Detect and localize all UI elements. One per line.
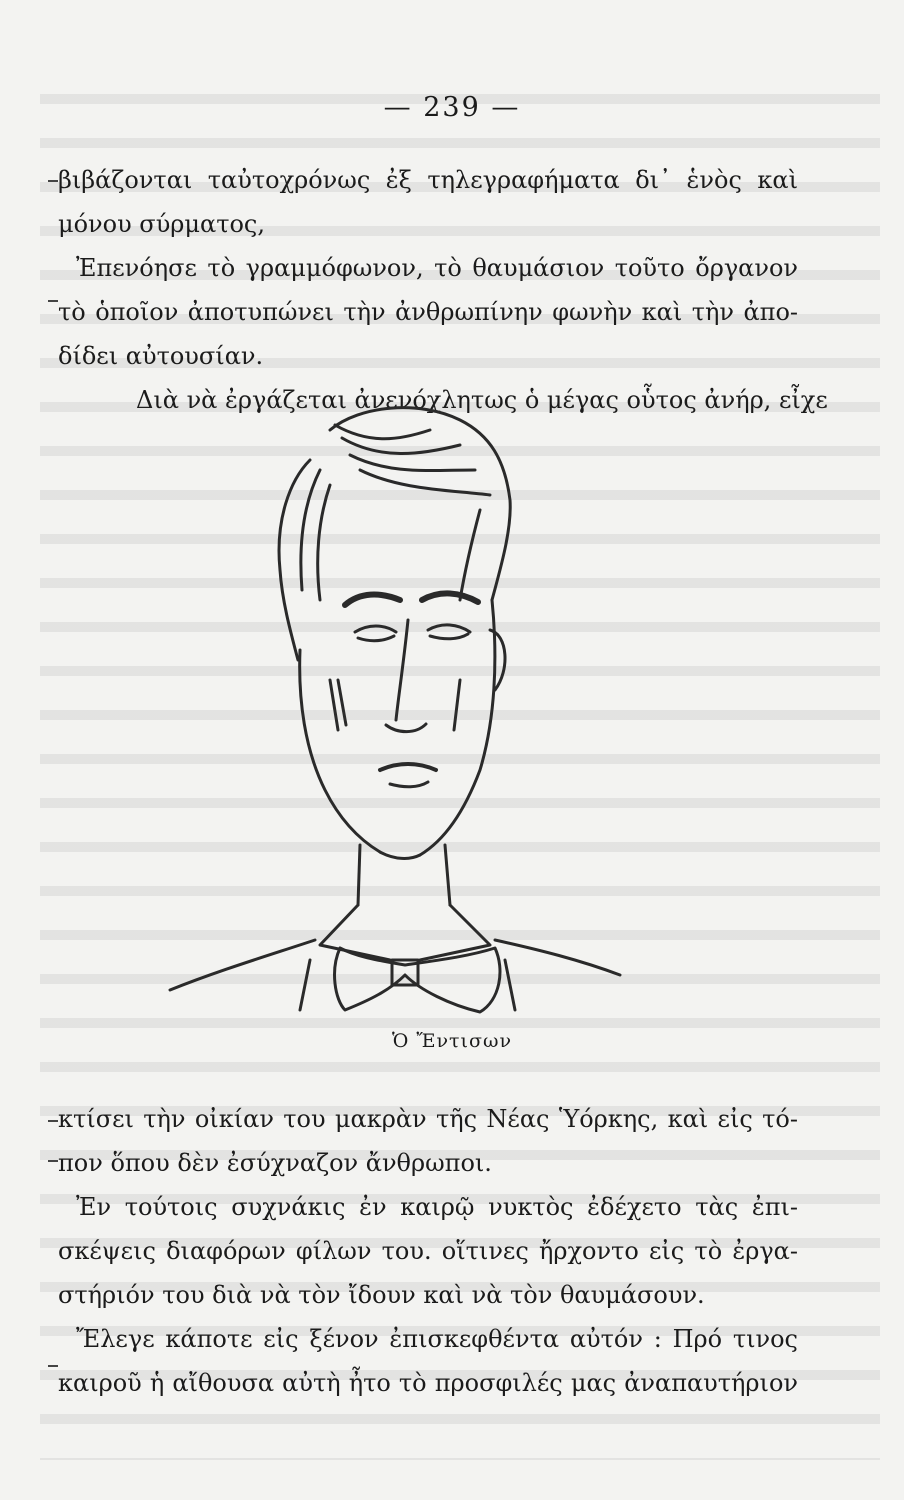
- text-line: κτίσει τὴν οἰκίαν του μακρὰν τῆς Νέας Ὑόρκης, καὶ εἰς τό-: [58, 1105, 798, 1133]
- ear: [490, 630, 505, 690]
- left-eye: [355, 626, 396, 632]
- margin-mark: [48, 1160, 58, 1162]
- text-line: Ἔλεγε κάποτε εἰς ξένον ἐπισκεφθέντα αὐτόν : Πρό τινος: [76, 1325, 798, 1353]
- cheek-shade: [338, 680, 346, 725]
- hair-left-side: [279, 460, 310, 660]
- hair-strand: [350, 455, 475, 471]
- hair-strand: [360, 470, 490, 495]
- right-shoulder: [495, 940, 620, 975]
- cheek-shade: [330, 680, 338, 730]
- hair-strand: [342, 438, 460, 454]
- text-line: τὸ ὁποῖον ἀποτυπώνει τὴν ἀνθρωπίνην φωνὴν καὶ τὴν ἀπο-: [58, 298, 798, 326]
- bottom-text-block: [58, 1097, 798, 1405]
- neck-right: [445, 845, 450, 905]
- text-line: καιροῦ ἡ αἴθουσα αὐτὴ ἦτο τὸ προσφιλές μας ἀναπαυτήριον: [58, 1369, 798, 1397]
- left-lapel: [300, 960, 310, 1010]
- text-line: σκέψεις διαφόρων φίλων του. οἵτινες ἤρχοντο εἰς τὸ ἐργα-: [58, 1237, 798, 1265]
- nose-bridge: [396, 620, 408, 720]
- text-line: στήριόν του διὰ νὰ τὸν ἴδουν καὶ νὰ τὸν θαυμάσουν.: [58, 1281, 705, 1309]
- portrait-caption: Ὁ Ἔντισων: [391, 1030, 513, 1052]
- nose-base: [386, 724, 426, 732]
- top-text-block: [58, 158, 828, 422]
- text-line: δίδει αὐτουσίαν.: [58, 342, 264, 370]
- cheek-shade: [454, 680, 460, 730]
- right-lapel: [505, 960, 515, 1010]
- hair-strand: [335, 425, 430, 439]
- text-line: μόνου σύρματος,: [58, 210, 265, 238]
- left-eye-lid: [358, 636, 394, 641]
- chin: [380, 852, 420, 858]
- page-number: — 239 —: [383, 92, 521, 123]
- left-eyebrow: [345, 595, 400, 605]
- lower-lip: [390, 782, 428, 787]
- hair-left-side: [318, 485, 330, 600]
- collar-left: [320, 905, 390, 960]
- face-left: [300, 650, 380, 852]
- margin-mark: [48, 1365, 58, 1367]
- right-eye-lid: [430, 634, 468, 639]
- margin-mark: [48, 180, 58, 182]
- mouth: [380, 764, 436, 770]
- edison-portrait-illustration: [160, 400, 630, 1020]
- hair-right-side: [460, 510, 480, 600]
- text-line: βιβάζονται ταὐτοχρόνως ἐξ τηλεγραφήματα δι᾽ ἑνὸς καὶ: [58, 166, 798, 194]
- text-line: Ἐπενόησε τὸ γραμμόφωνον, τὸ θαυμάσιον τοῦτο ὄργανον: [76, 254, 798, 282]
- hair-outline: [330, 408, 510, 600]
- text-line: Διὰ νὰ ἐργάζεται ἀνενόχλητως ὁ μέγας οὗτος ἀνήρ, εἶχε: [136, 386, 828, 414]
- margin-mark: [48, 1120, 58, 1122]
- right-eyebrow: [422, 593, 478, 602]
- text-line: πον ὅπου δὲν ἐσύχναζον ἄνθρωποι.: [58, 1149, 492, 1177]
- margin-mark: [48, 300, 58, 302]
- neck-left: [358, 845, 360, 905]
- left-shoulder: [170, 940, 315, 990]
- right-eye: [428, 625, 470, 632]
- text-line: Ἐν τούτοις συχνάκις ἐν καιρῷ νυκτὸς ἐδέχετο τὰς ἐπι-: [76, 1193, 798, 1221]
